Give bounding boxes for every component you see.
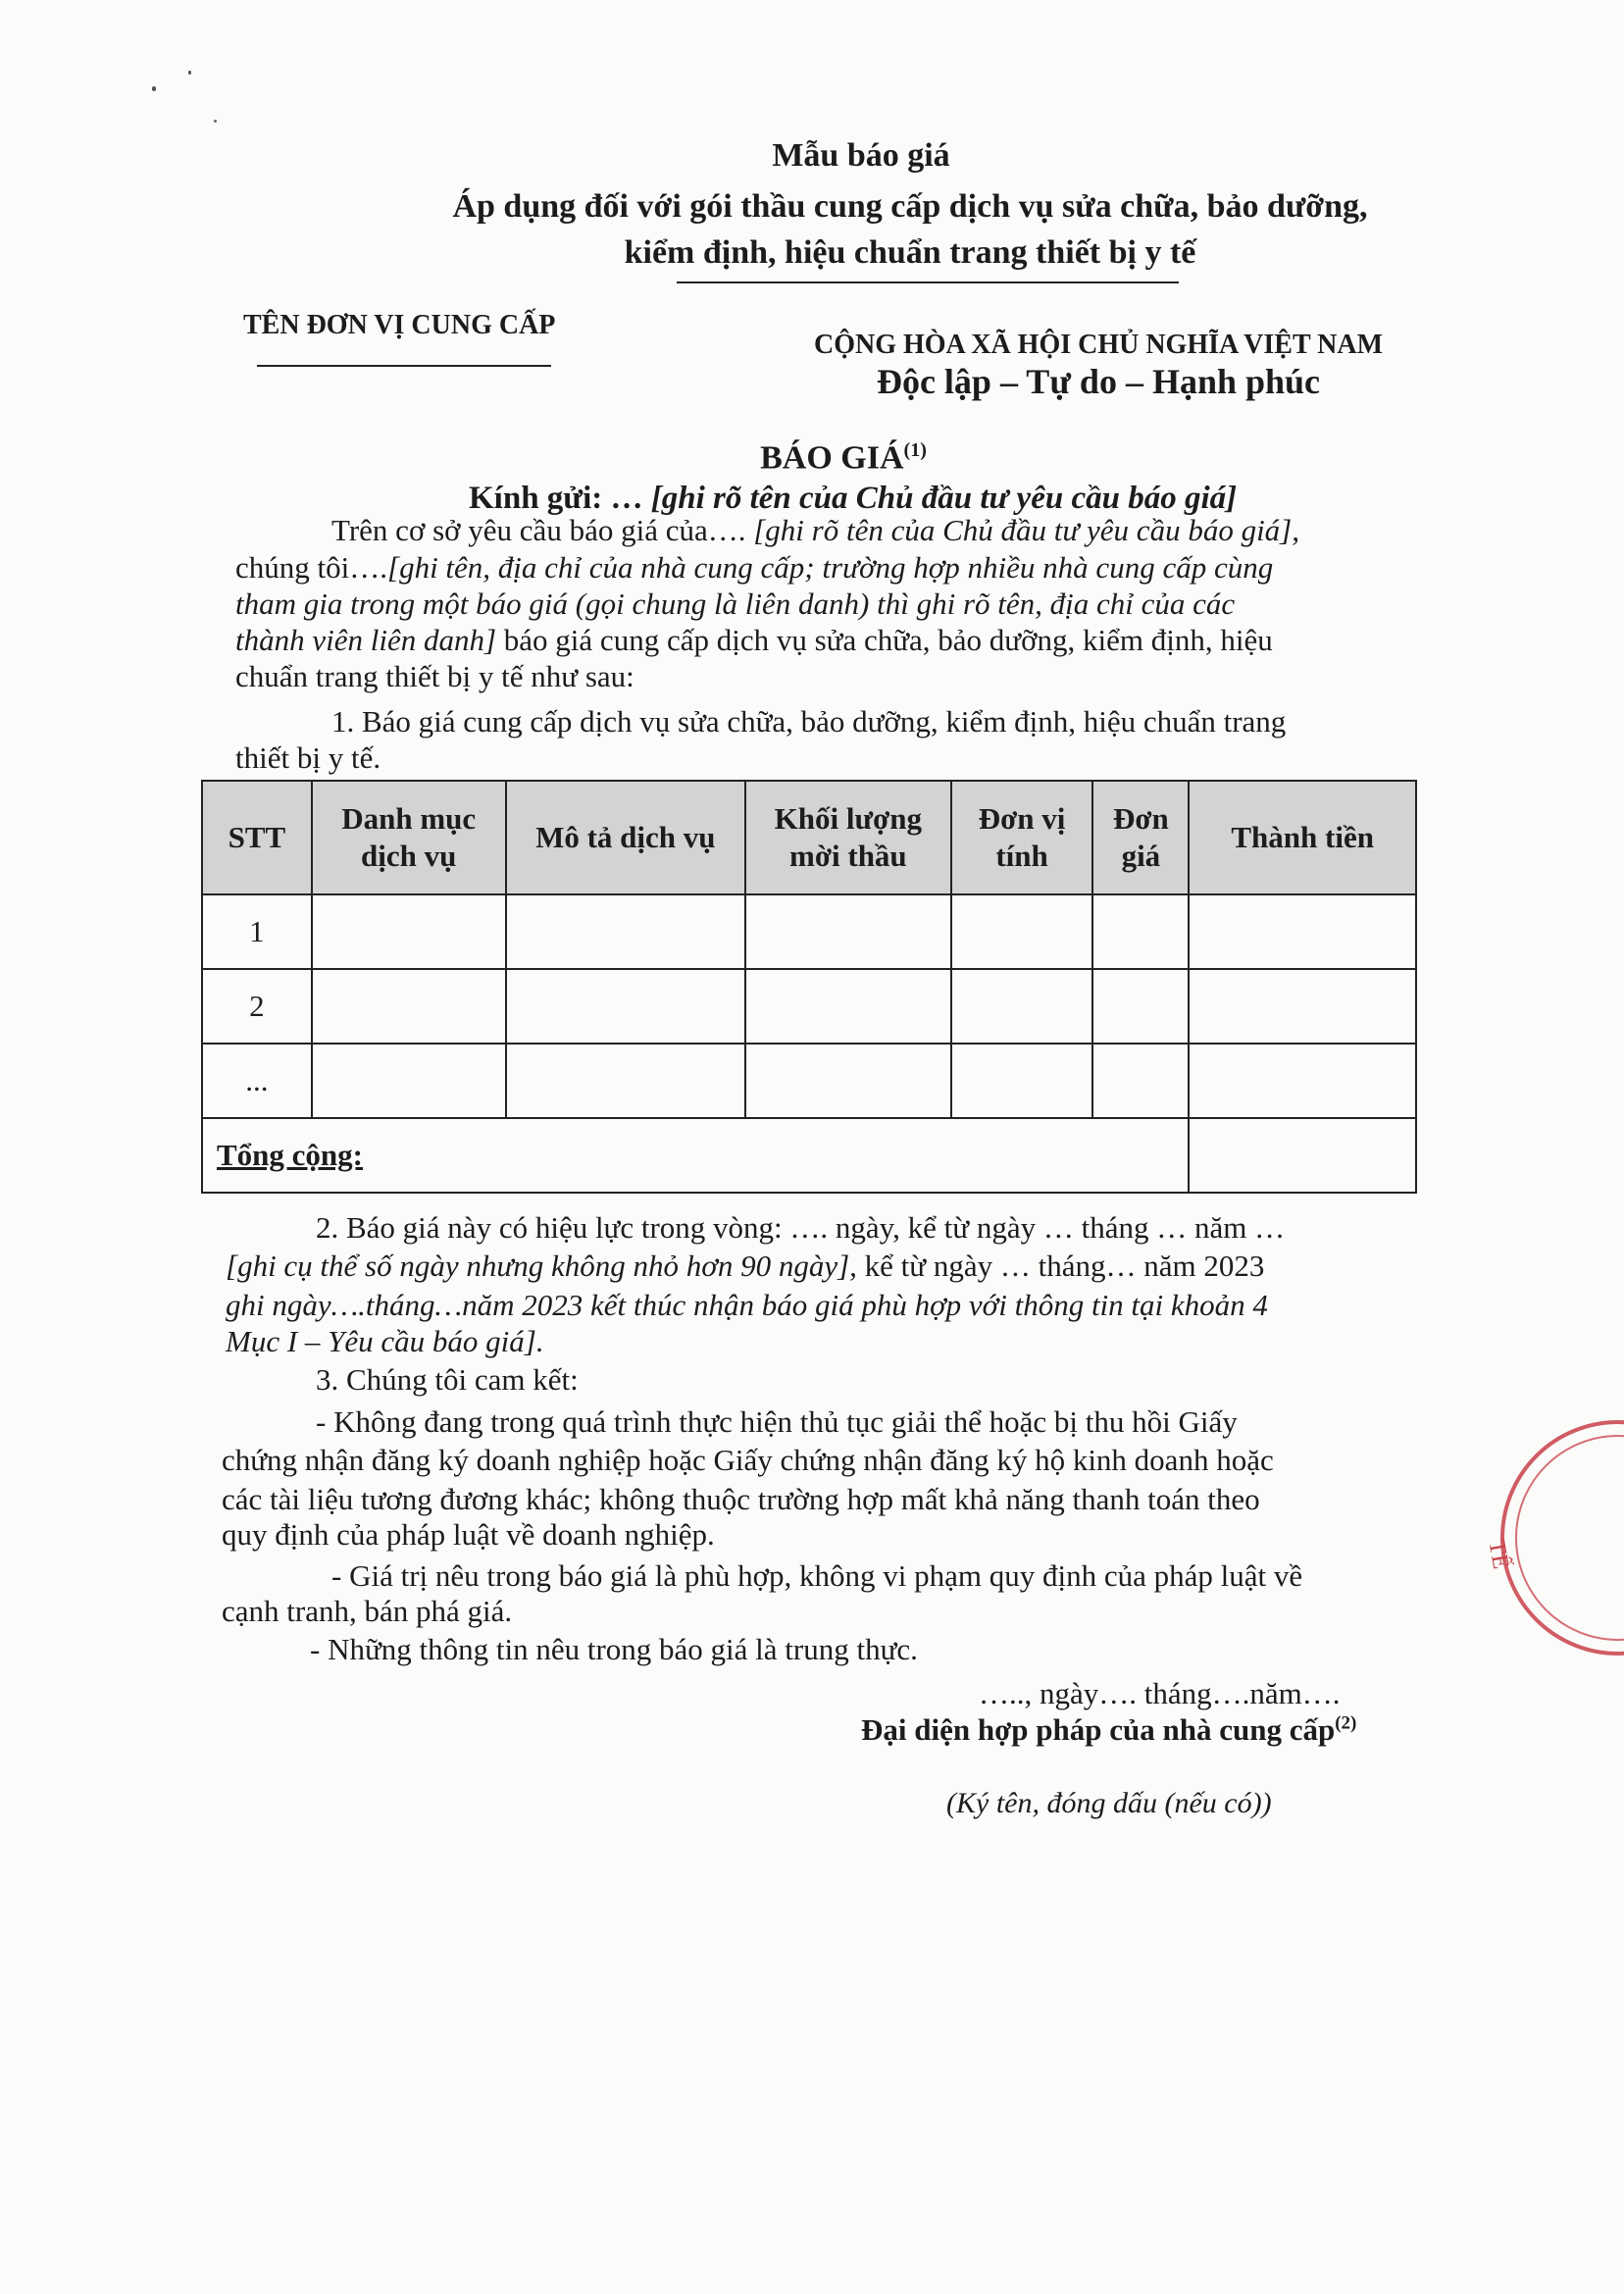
table-cell <box>951 894 1093 969</box>
commitment-2-line-1: - Giá trị nêu trong báo giá là phù hợp, không vi phạm quy định của pháp luật về <box>331 1558 1303 1593</box>
col-header-text: giá <box>1121 839 1161 873</box>
table-cell <box>312 894 506 969</box>
col-header-description: Mô tả dịch vụ <box>506 781 746 894</box>
table-cell <box>951 1044 1093 1118</box>
commitment-3: - Những thông tin nêu trong báo giá là trung thực. <box>310 1632 918 1666</box>
row-number: 2 <box>202 969 312 1044</box>
footnote-2-marker: (2) <box>1335 1712 1357 1734</box>
col-header-text: dịch vụ <box>361 839 457 873</box>
table-cell <box>312 969 506 1044</box>
quote-table <box>201 780 1417 1194</box>
table-row <box>202 894 1416 969</box>
table-cell <box>951 969 1093 1044</box>
scan-speck <box>214 120 217 123</box>
table-cell <box>1189 1044 1416 1118</box>
commitment-1-line-3: các tài liệu tương đương khác; không thuộc trường hợp mất khả năng thanh toán theo <box>222 1482 1260 1516</box>
table-cell <box>1092 894 1189 969</box>
intro-text: báo giá cung cấp dịch vụ sửa chữa, bảo dưỡng, kiểm định, hiệu <box>503 623 1273 657</box>
form-subtitle-2: kiểm định, hiệu chuẩn trang thiết bị y tế <box>624 234 1196 271</box>
intro-italic: thành viên liên danh] <box>235 623 497 657</box>
table-cell <box>745 894 951 969</box>
col-header-text: Danh mục <box>341 801 477 836</box>
section-2-line-3: ghi ngày….tháng…năm 2023 kết thúc nhận báo giá phù hợp với thông tin tại khoản 4 <box>226 1288 1268 1322</box>
section-2-line-4: Mục I – Yêu cầu báo giá]. <box>226 1324 544 1358</box>
table-cell <box>745 1044 951 1118</box>
col-header-stt: STT <box>202 781 312 894</box>
commitment-2-line-2: cạnh tranh, bán phá giá. <box>222 1594 513 1628</box>
signature-title-text: Đại diện hợp pháp của nhà cung cấp <box>861 1712 1336 1747</box>
table-row <box>202 969 1416 1044</box>
table-cell <box>506 969 746 1044</box>
row-number: 1 <box>202 894 312 969</box>
table-total-row <box>202 1118 1416 1193</box>
section-2-line-2 <box>226 1248 1264 1285</box>
table-cell <box>506 1044 746 1118</box>
red-stamp-partial <box>1461 1412 1624 1667</box>
intro-line-5: chuẩn trang thiết bị y tế như sau: <box>235 659 634 693</box>
signature-note: (Ký tên, đóng dấu (nếu có)) <box>946 1787 1272 1819</box>
intro-italic: [ghi rõ tên của Chủ đầu tư yêu cầu báo giá], <box>753 513 1299 547</box>
scan-speck <box>188 71 191 75</box>
footnote-1-marker: (1) <box>903 439 927 461</box>
total-label: Tổng cộng: <box>202 1118 1189 1193</box>
quote-title <box>0 439 1624 477</box>
col-header-quantity <box>745 781 951 894</box>
form-title: Mẫu báo giá <box>772 137 950 174</box>
signature-date: ….., ngày…. tháng….năm…. <box>979 1676 1341 1710</box>
row-number: ... <box>202 1044 312 1118</box>
col-header-text: tính <box>995 839 1048 873</box>
section-1-line-1: 1. Báo giá cung cấp dịch vụ sửa chữa, bảo dưỡng, kiểm định, hiệu chuẩn trang <box>331 704 1287 739</box>
intro-line-1 <box>331 512 1299 549</box>
col-header-unit <box>951 781 1093 894</box>
table-cell <box>745 969 951 1044</box>
col-header-text: Đơn vị <box>978 801 1066 836</box>
country-name: CỘNG HÒA XÃ HỘI CHỦ NGHĨA VIỆT NAM <box>813 330 1384 360</box>
supplier-rule <box>257 365 551 367</box>
total-amount-cell <box>1189 1118 1416 1193</box>
table-cell <box>1092 969 1189 1044</box>
intro-italic: [ghi tên, địa chỉ của nhà cung cấp; trường hợp nhiều nhà cung cấp cùng <box>387 550 1274 585</box>
intro-text: Trên cơ sở yêu cầu báo giá của…. <box>331 513 746 547</box>
table-cell <box>1189 894 1416 969</box>
intro-line-3: tham gia trong một báo giá (gọi chung là liên danh) thì ghi rõ tên, địa chỉ của các <box>235 586 1236 621</box>
col-header-text: Đơn <box>1112 801 1169 836</box>
header-rule <box>677 281 1179 283</box>
country-motto: Độc lập – Tự do – Hạnh phúc <box>876 362 1321 401</box>
intro-line-2 <box>235 549 1273 586</box>
supplier-name: TÊN ĐƠN VỊ CUNG CẤP <box>243 310 556 340</box>
section-2-text: kể từ ngày … tháng… năm 2023 <box>864 1249 1265 1283</box>
signature-title <box>861 1712 1356 1748</box>
recipient-label: Kính gửi: … <box>469 481 643 516</box>
table-cell <box>1189 969 1416 1044</box>
stamp-text: TẾ <box>1483 1538 1514 1571</box>
commitment-1-line-1: - Không đang trong quá trình thực hiện thủ tục giải thể hoặc bị thu hồi Giấy <box>316 1404 1238 1439</box>
col-header-text: Khối lượng <box>774 801 923 836</box>
section-2-line-1: 2. Báo giá này có hiệu lực trong vòng: …. ngày, kể từ ngày … tháng … năm … <box>316 1210 1286 1245</box>
intro-text: chúng tôi…. <box>235 550 387 585</box>
col-header-text: mời thầu <box>789 839 907 873</box>
section-1-line-2: thiết bị y tế. <box>235 740 381 775</box>
scan-speck <box>152 86 156 91</box>
table-cell <box>312 1044 506 1118</box>
section-2-italic: [ghi cụ thể số ngày nhưng không nhỏ hơn 90 ngày], <box>226 1249 857 1283</box>
table-cell <box>1092 1044 1189 1118</box>
col-header-unit-price <box>1092 781 1189 894</box>
col-header-amount: Thành tiền <box>1189 781 1416 894</box>
commitment-1-line-2: chứng nhận đăng ký doanh nghiệp hoặc Giấy chứng nhận đăng ký hộ kinh doanh hoặc <box>222 1443 1274 1477</box>
intro-line-4 <box>235 622 1273 659</box>
recipient-value: [ghi rõ tên của Chủ đầu tư yêu cầu báo giá] <box>650 481 1238 516</box>
col-header-service-list <box>312 781 506 894</box>
commitment-1-line-4: quy định của pháp luật về doanh nghiệp. <box>222 1517 715 1552</box>
table-row <box>202 1044 1416 1118</box>
table-header-row <box>202 781 1416 894</box>
quote-title-text: BÁO GIÁ <box>760 439 904 477</box>
form-subtitle-1: Áp dụng đối với gói thầu cung cấp dịch vụ sửa chữa, bảo dưỡng, <box>452 188 1368 225</box>
table-cell <box>506 894 746 969</box>
stamp-graphic <box>1461 1412 1624 1667</box>
section-3-title: 3. Chúng tôi cam kết: <box>316 1362 579 1397</box>
